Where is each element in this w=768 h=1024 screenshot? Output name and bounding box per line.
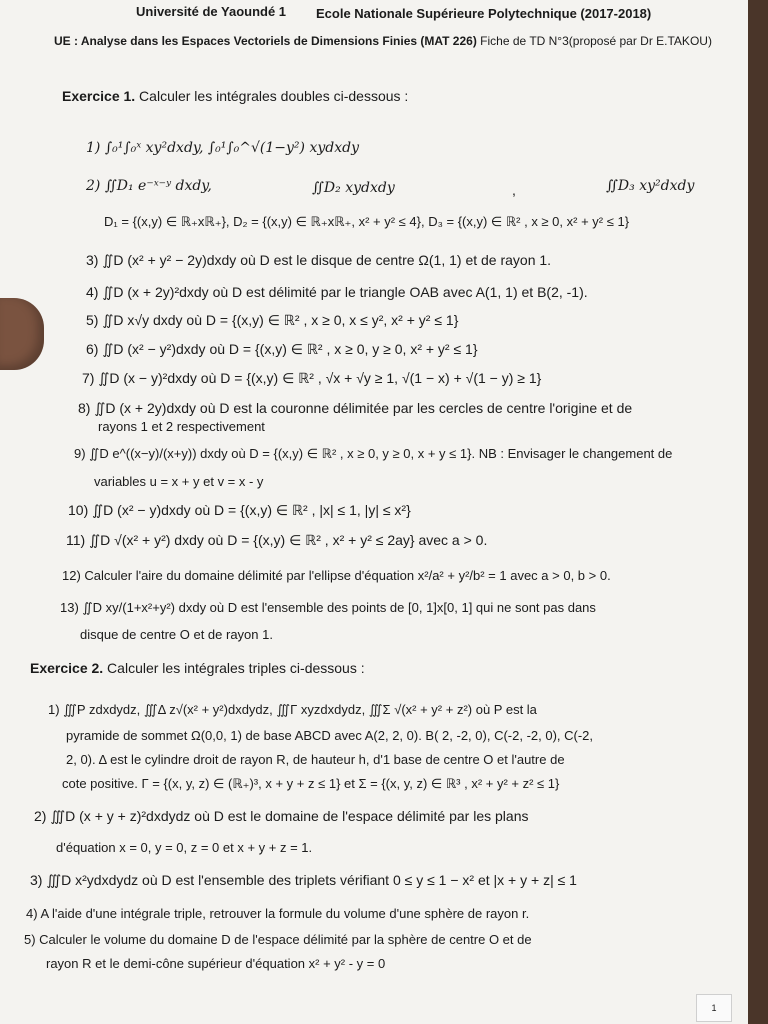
background-edge bbox=[748, 0, 768, 1024]
ex1-item-12: 12) Calculer l'aire du domaine délimité par l'ellipse d'équation x²/a² + y²/b² = 1 avec a > 0, b > 0. bbox=[62, 568, 611, 583]
ex1-item-5: 5) ∬D x√y dxdy où D = {(x,y) ∈ ℝ² , x ≥ 0, x ≤ y², x² + y² ≤ 1} bbox=[86, 312, 459, 328]
ex2-item-2-cont: d'équation x = 0, y = 0, z = 0 et x + y + z = 1. bbox=[56, 840, 313, 855]
exercise1-title bbox=[62, 88, 408, 104]
exercise2-label: Exercice 2. bbox=[30, 660, 104, 676]
ex1-item-13: 13) ∬D xy/(1+x²+y²) dxdy où D est l'ensemble des points de [0, 1]x[0, 1] qui ne sont pas dans bbox=[60, 600, 596, 615]
exercise2-instruction: Calculer les intégrales triples ci-dessous : bbox=[103, 660, 365, 676]
ex2-item-1: 1) ∭P zdxdydz, ∭Δ z√(x² + y²)dxdydz, ∭Γ xyzdxdydz, ∭Σ √(x² + y² + z²) où P est la bbox=[48, 702, 537, 717]
ex1-item-8-cont: rayons 1 et 2 respectivement bbox=[98, 419, 265, 434]
ex1-item-10: 10) ∬D (x² − y)dxdy où D = {(x,y) ∈ ℝ² , |x| ≤ 1, |y| ≤ x²} bbox=[68, 502, 411, 518]
ex1-item-2c: ∬D₃ xy²dxdy bbox=[606, 178, 695, 194]
exercise1-instruction: Calculer les intégrales doubles ci-dessous : bbox=[135, 88, 409, 104]
ex1-item-3: 3) ∬D (x² + y² − 2y)dxdy où D est le disque de centre Ω(1, 1) et de rayon 1. bbox=[86, 252, 552, 268]
td-reference: Fiche de TD N°3(proposé par Dr E.TAKOU) bbox=[480, 34, 712, 48]
ex2-item-1-cont1: pyramide de sommet Ω(0,0, 1) de base ABCD avec A(2, 2, 0). B( 2, -2, 0), C(-2, -2, 0), C(-2, bbox=[66, 728, 594, 743]
ex1-item-4: 4) ∬D (x + 2y)²dxdy où D est délimité par le triangle OAB avec A(1, 1) et B(2, -1). bbox=[86, 284, 588, 300]
ex2-item-1-cont3: cote positive. Γ = {(x, y, z) ∈ (ℝ₊)³, x + y + z ≤ 1} et Σ = {(x, y, z) ∈ ℝ³ , x² + y² + z² ≤ 1} bbox=[62, 776, 560, 791]
ex2-item-2: 2) ∭D (x + y + z)²dxdydz où D est le domaine de l'espace délimité par les plans bbox=[34, 808, 529, 824]
page-number: 1 bbox=[696, 994, 732, 1022]
ex1-item-2a: 2) ∬D₁ e⁻ˣ⁻ʸ dxdy, bbox=[86, 178, 212, 194]
ex2-item-5: 5) Calculer le volume du domaine D de l'espace délimité par la sphère de centre O et de bbox=[24, 932, 532, 947]
exercise2-title bbox=[30, 660, 365, 676]
ex1-item-2-separator: , bbox=[512, 182, 516, 198]
ex1-item-13-cont: disque de centre O et de rayon 1. bbox=[80, 627, 273, 642]
ex1-item-8: 8) ∬D (x + 2y)dxdy où D est la couronne délimitée par les cercles de centre l'origine et de bbox=[78, 400, 633, 416]
ex2-item-3: 3) ∭D x²ydxdydz où D est l'ensemble des triplets vérifiant 0 ≤ y ≤ 1 − x² et |x + y + z| ≤ 1 bbox=[30, 872, 577, 888]
ex1-item-2b: ∬D₂ xydxdy bbox=[312, 180, 395, 196]
ex1-item-9-cont: variables u = x + y et v = x - y bbox=[94, 474, 264, 489]
course-line bbox=[54, 34, 712, 48]
ex1-item-1: 1) ∫₀¹∫₀ˣ xy²dxdy, ∫₀¹∫₀^√(1−y²) xydxdy bbox=[86, 140, 359, 156]
exercise1-label: Exercice 1. bbox=[62, 88, 136, 104]
ex2-item-4: 4) A l'aide d'une intégrale triple, retrouver la formule du volume d'une sphère de rayon r. bbox=[26, 906, 530, 921]
ex2-item-5-cont: rayon R et le demi-cône supérieur d'équation x² + y² - y = 0 bbox=[46, 956, 386, 971]
ex2-item-1-cont2: 2, 0). Δ est le cylindre droit de rayon R, de hauteur h, d'1 base de centre O et l'autre de bbox=[66, 752, 565, 767]
school-name: Ecole Nationale Supérieure Polytechnique (2017-2018) bbox=[316, 6, 652, 21]
ex1-item-11: 11) ∬D √(x² + y²) dxdy où D = {(x,y) ∈ ℝ² , x² + y² ≤ 2ay} avec a > 0. bbox=[66, 532, 488, 548]
course-title: UE : Analyse dans les Espaces Vectoriels de Dimensions Finies (MAT 226) bbox=[54, 34, 477, 48]
ex1-domains: D₁ = {(x,y) ∈ ℝ₊xℝ₊}, D₂ = {(x,y) ∈ ℝ₊xℝ₊, x² + y² ≤ 4}, D₃ = {(x,y) ∈ ℝ² , x ≥ 0, x² + y² ≤ 1} bbox=[104, 214, 630, 229]
ex1-item-9: 9) ∬D e^((x−y)/(x+y)) dxdy où D = {(x,y) ∈ ℝ² , x ≥ 0, y ≥ 0, x + y ≤ 1}. NB : Envisager le changement de bbox=[74, 446, 673, 461]
university-name: Université de Yaoundé 1 bbox=[136, 4, 287, 19]
ex1-item-6: 6) ∬D (x² − y²)dxdy où D = {(x,y) ∈ ℝ² , x ≥ 0, y ≥ 0, x² + y² ≤ 1} bbox=[86, 341, 478, 357]
ex1-item-7: 7) ∬D (x − y)²dxdy où D = {(x,y) ∈ ℝ² , √x + √y ≥ 1, √(1 − x) + √(1 − y) ≥ 1} bbox=[82, 370, 542, 386]
